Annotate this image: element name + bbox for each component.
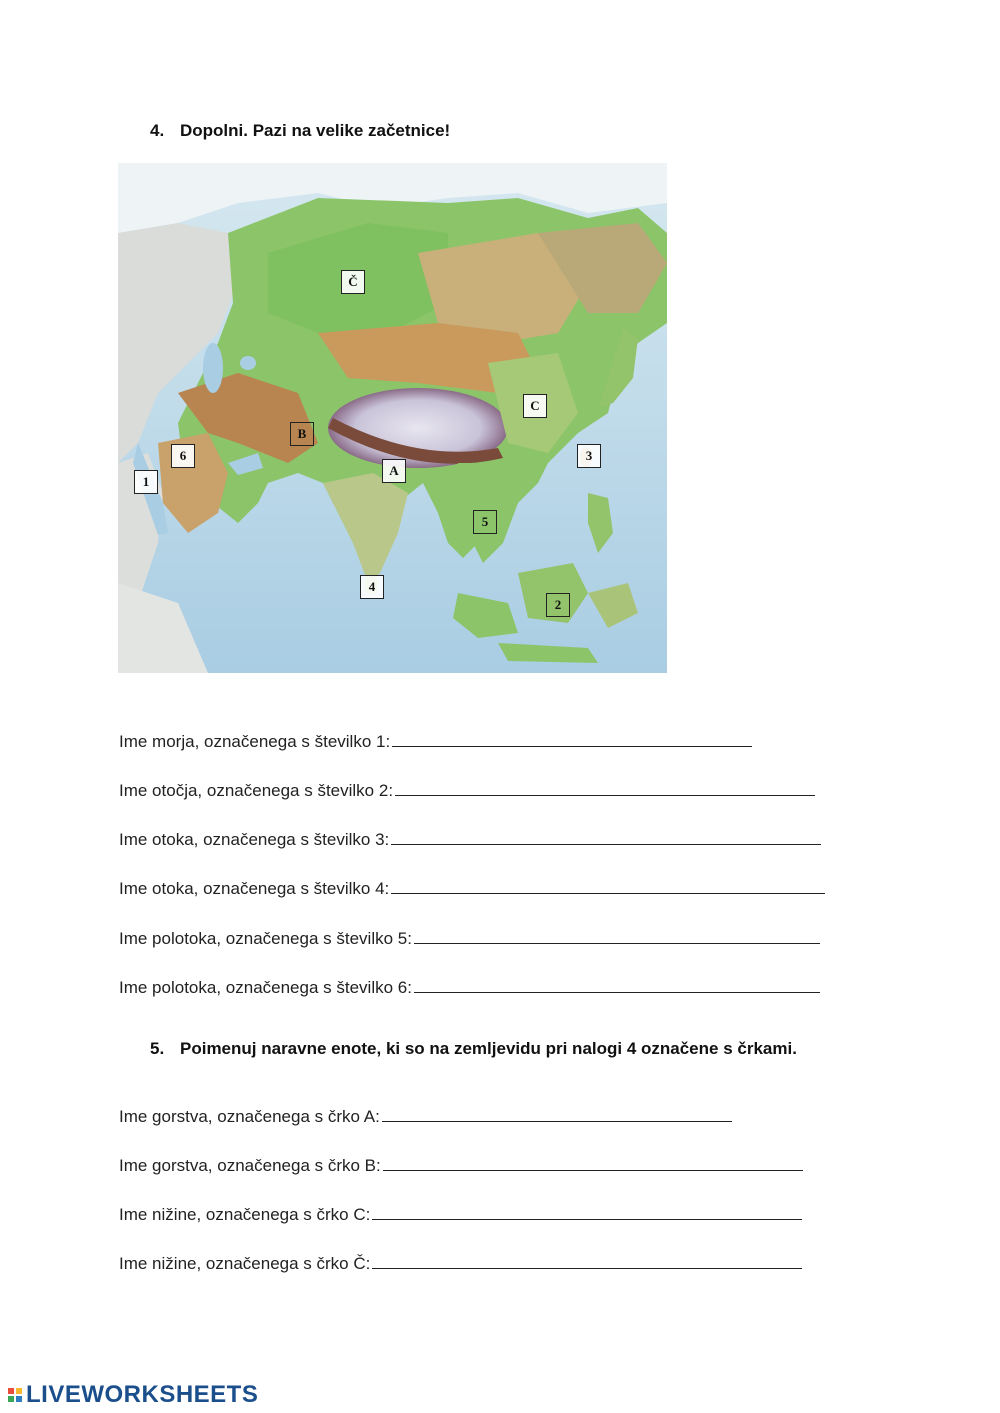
answer-blank[interactable]	[372, 1203, 802, 1220]
question-4-4	[119, 877, 825, 899]
question-label: Ime nižine, označenega s črko C:	[119, 1205, 371, 1224]
asia-physical-map	[118, 163, 667, 673]
map-label-3: 3	[577, 444, 601, 468]
question-5-c	[119, 1203, 802, 1225]
question-label: Ime morja, označenega s številko 1:	[119, 732, 391, 751]
map-label-c: C	[523, 394, 547, 418]
question-4-3	[119, 828, 821, 850]
question-5-b	[119, 1154, 803, 1176]
map-image	[118, 163, 667, 673]
question-label: Ime otoka, označenega s številko 4:	[119, 879, 390, 898]
logo-mark-icon	[8, 1388, 22, 1402]
logo-square	[8, 1396, 14, 1402]
question-label: Ime nižine, označenega s črko Č:	[119, 1254, 371, 1273]
map-label-a: A	[382, 459, 406, 483]
map-label-6: 6	[171, 444, 195, 468]
task-4-title: Dopolni. Pazi na velike začetnice!	[180, 121, 451, 140]
logo-square	[16, 1388, 22, 1394]
question-label: Ime polotoka, označenega s številko 6:	[119, 978, 412, 997]
question-4-2	[119, 779, 815, 801]
answer-blank[interactable]	[383, 1154, 803, 1171]
liveworksheets-logo[interactable]	[8, 1383, 258, 1407]
map-label-2: 2	[546, 593, 570, 617]
task-4-number: 4.	[150, 121, 165, 140]
question-label: Ime gorstva, označenega s črko B:	[119, 1156, 381, 1175]
answer-blank[interactable]	[392, 730, 752, 747]
logo-square	[16, 1396, 22, 1402]
map-label-4: 4	[360, 575, 384, 599]
question-4-1	[119, 730, 752, 752]
answer-blank[interactable]	[395, 779, 815, 796]
answer-blank[interactable]	[414, 927, 820, 944]
task-4-heading	[150, 121, 450, 141]
task-5-title: Poimenuj naravne enote, ki so na zemljevidu pri nalogi 4 označene s črkami.	[180, 1039, 797, 1058]
answer-blank[interactable]	[391, 877, 825, 894]
question-label: Ime polotoka, označenega s številko 5:	[119, 929, 412, 948]
map-label-ch: Č	[341, 270, 365, 294]
question-5-ch	[119, 1252, 802, 1274]
question-label: Ime otočja, označenega s številko 2:	[119, 781, 394, 800]
answer-blank[interactable]	[372, 1252, 802, 1269]
question-4-5	[119, 927, 820, 949]
map-label-b: B	[290, 422, 314, 446]
question-label: Ime gorstva, označenega s črko A:	[119, 1107, 380, 1126]
map-label-1: 1	[134, 470, 158, 494]
answer-blank[interactable]	[414, 976, 820, 993]
task-5-number: 5.	[150, 1039, 165, 1058]
question-5-a	[119, 1105, 732, 1127]
answer-blank[interactable]	[382, 1105, 732, 1122]
answer-blank[interactable]	[391, 828, 821, 845]
brand-name: LIVEWORKSHEETS	[26, 1381, 259, 1408]
map-label-5: 5	[473, 510, 497, 534]
question-4-6	[119, 976, 820, 998]
question-label: Ime otoka, označenega s številko 3:	[119, 830, 390, 849]
logo-square	[8, 1388, 14, 1394]
task-5-heading	[150, 1039, 797, 1059]
